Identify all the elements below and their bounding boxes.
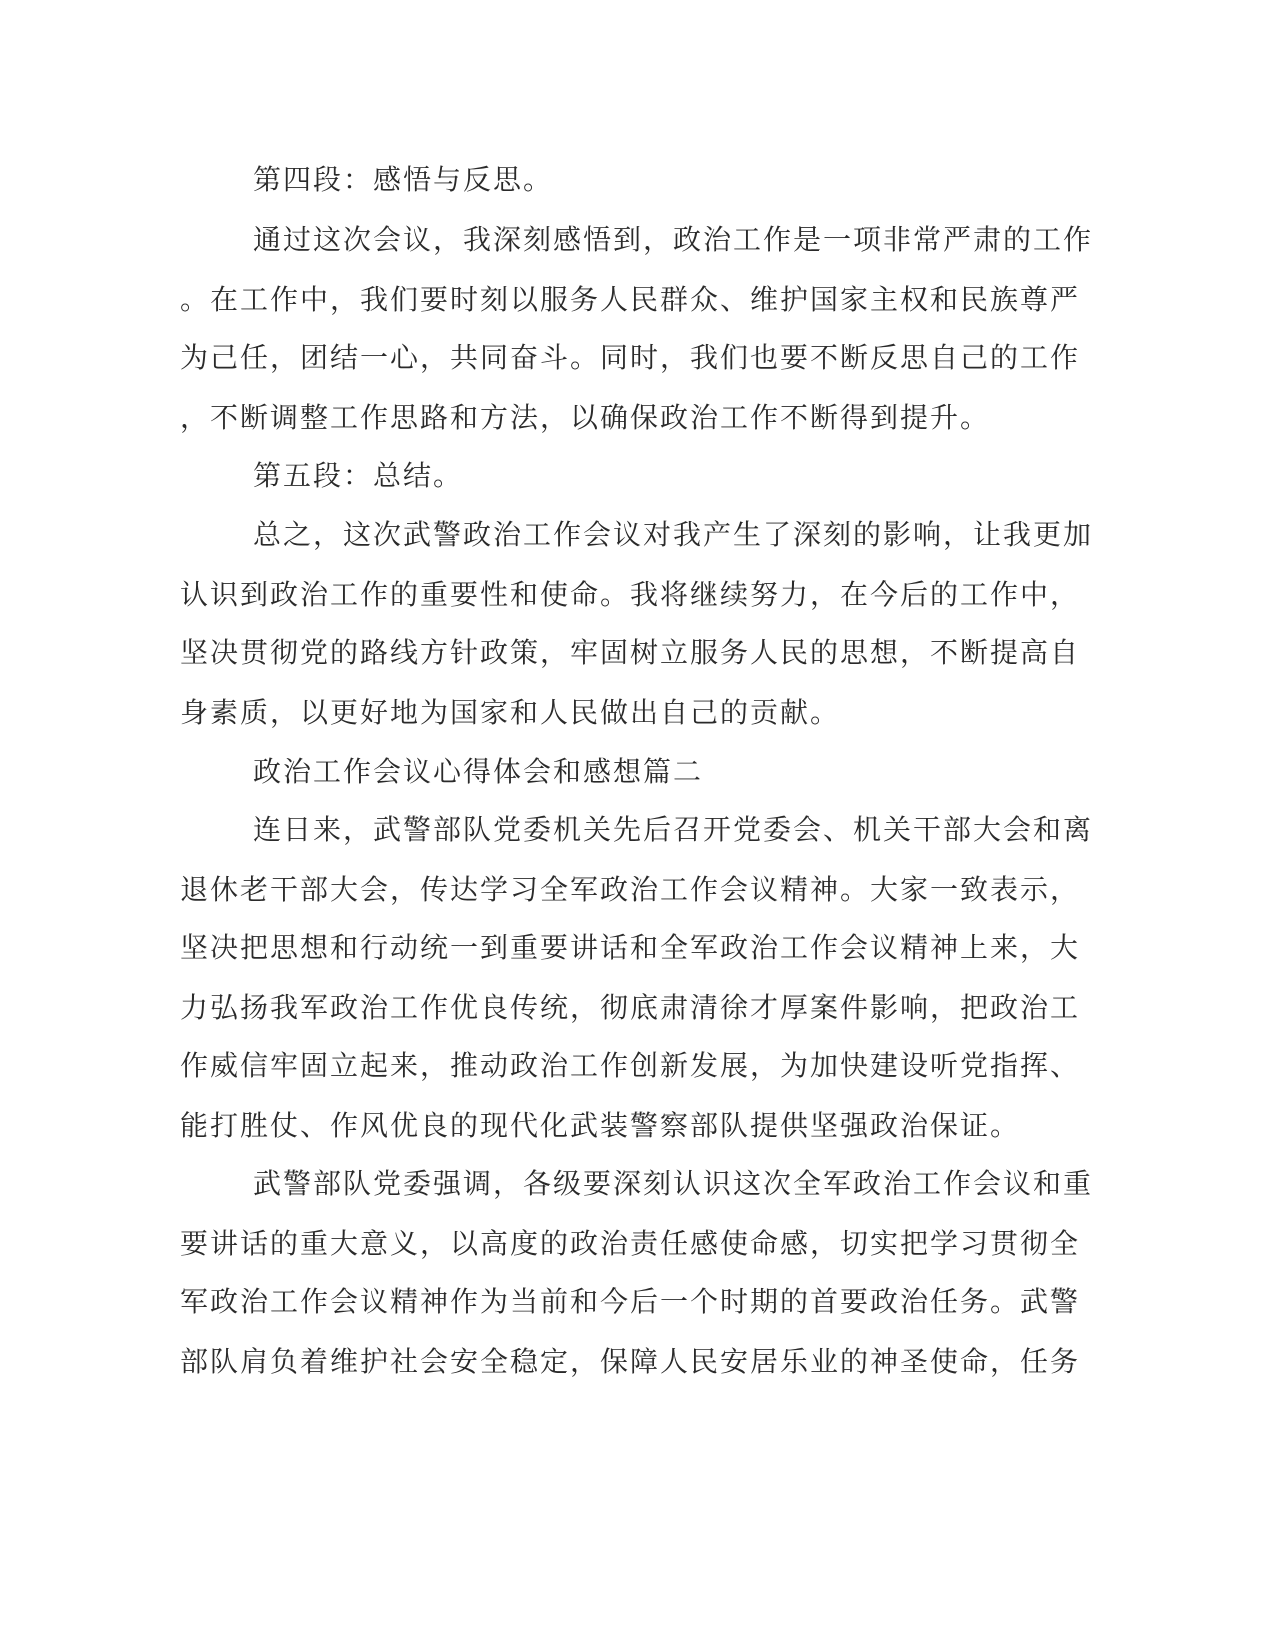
paragraph-line: 。在工作中，我们要时刻以服务人民群众、维护国家主权和民族尊严 xyxy=(180,283,1081,316)
paragraph-line: 认识到政治工作的重要性和使命。我将继续努力，在今后的工作中， xyxy=(180,578,1081,611)
section-heading: 第五段：总结。 xyxy=(253,459,464,492)
paragraph-line: 武警部队党委强调，各级要深刻认识这次全军政治工作会议和重 xyxy=(253,1167,1094,1200)
paragraph-line: 为己任，团结一心，共同奋斗。同时，我们也要不断反思自己的工作 xyxy=(180,341,1081,374)
paragraph-line: 作威信牢固立起来，推动政治工作创新发展，为加快建设听党指挥、 xyxy=(180,1049,1081,1082)
paragraph-line: 部队肩负着维护社会安全稳定，保障人民安居乐业的神圣使命，任务 xyxy=(180,1345,1081,1378)
paragraph-line: 身素质，以更好地为国家和人民做出自己的贡献。 xyxy=(180,696,841,729)
paragraph-line: 军政治工作会议精神作为当前和今后一个时期的首要政治任务。武警 xyxy=(180,1285,1081,1318)
paragraph-line: 退休老干部大会，传达学习全军政治工作会议精神。大家一致表示， xyxy=(180,873,1081,906)
paragraph-line: 要讲话的重大意义，以高度的政治责任感使命感，切实把学习贯彻全 xyxy=(180,1227,1081,1260)
paragraph-line: 连日来，武警部队党委机关先后召开党委会、机关干部大会和离 xyxy=(253,813,1094,846)
paragraph-line: 总之，这次武警政治工作会议对我产生了深刻的影响，让我更加 xyxy=(253,518,1094,551)
paragraph-line: ，不断调整工作思路和方法，以确保政治工作不断得到提升。 xyxy=(180,401,991,434)
paragraph-line: 坚决贯彻党的路线方针政策，牢固树立服务人民的思想，不断提高自 xyxy=(180,636,1081,669)
paragraph-line: 能打胜仗、作风优良的现代化武装警察部队提供坚强政治保证。 xyxy=(180,1109,1021,1142)
paragraph-line: 坚决把思想和行动统一到重要讲话和全军政治工作会议精神上来，大 xyxy=(180,931,1081,964)
paragraph-line: 力弘扬我军政治工作优良传统，彻底肃清徐才厚案件影响，把政治工 xyxy=(180,991,1081,1024)
section-heading: 第四段：感悟与反思。 xyxy=(253,163,554,196)
paragraph-line: 通过这次会议，我深刻感悟到，政治工作是一项非常严肃的工作 xyxy=(253,223,1094,256)
section-heading: 政治工作会议心得体会和感想篇二 xyxy=(253,755,704,788)
